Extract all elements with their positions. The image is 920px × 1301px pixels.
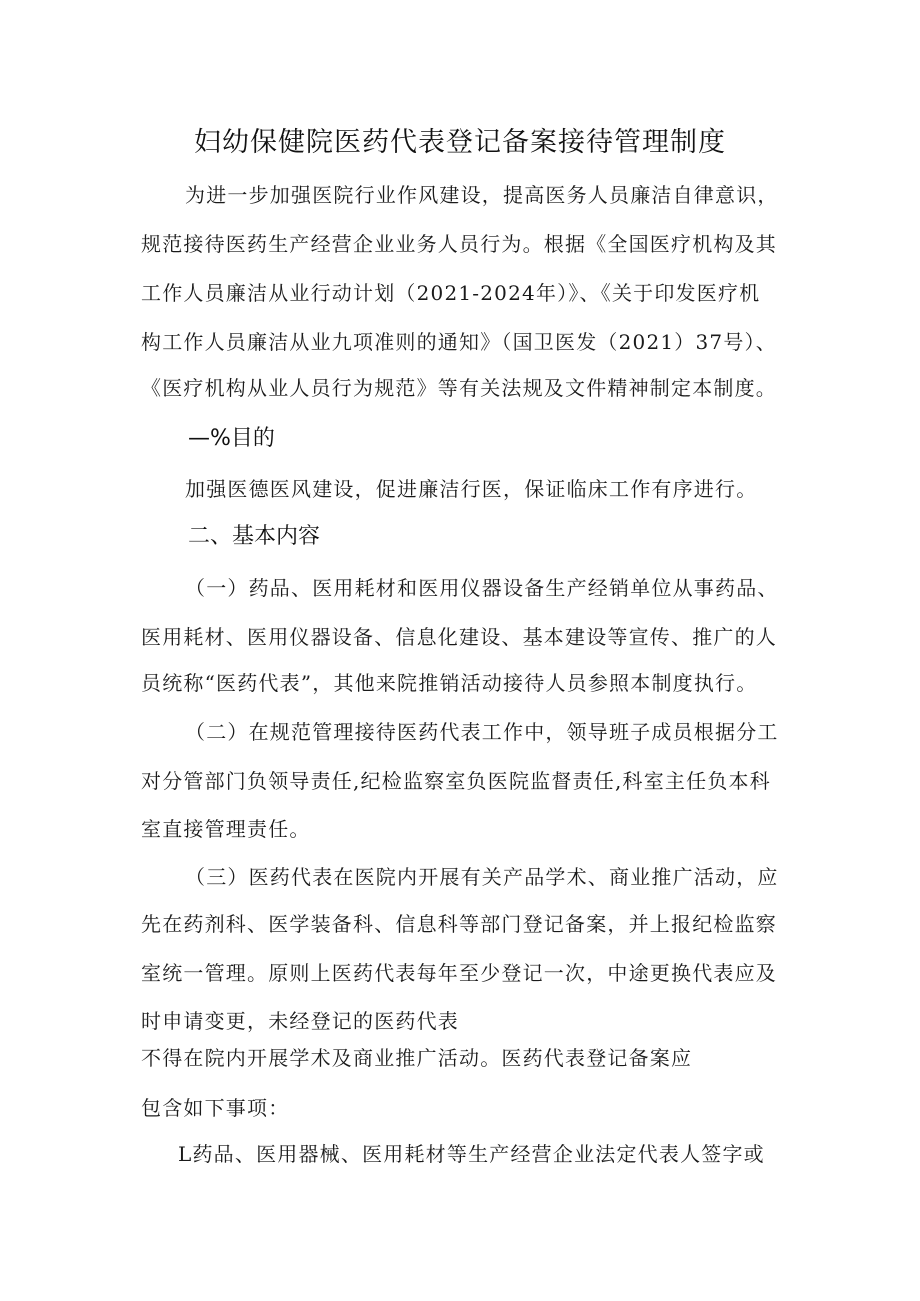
section-2-heading: 二、基本内容 bbox=[188, 524, 321, 549]
section-1-body: 加强医德医风建设，促进廉洁行医，保证临床工作有序进行。 bbox=[185, 477, 758, 501]
intro-line-5: 《医疗机构从业人员行为规范》等有关法规及文件精神制定本制度。 bbox=[141, 376, 777, 400]
item-1-line-2: 医用耗材、医用仪器设备、信息化建设、基本建设等宣传、推广的人 bbox=[141, 625, 777, 649]
intro-line-1: 为进一步加强医院行业作风建设，提高医务人员廉洁自律意识， bbox=[185, 183, 779, 207]
item-2-line-2: 对分管部门负领导责任,纪检监察室负医院监督责任,科室主任负本科 bbox=[141, 769, 771, 793]
item-3-line-5: 不得在院内开展学术及商业推广活动。医药代表登记备案应 bbox=[141, 1046, 693, 1070]
intro-line-3: 工作人员廉洁从业行动计划（2021-2024年）》、《关于印发医疗机 bbox=[141, 281, 761, 305]
item-3-line-4: 时申请变更，未经登记的医药代表 bbox=[141, 1009, 459, 1033]
item-2-line-3: 室直接管理责任。 bbox=[141, 817, 311, 841]
item-3-line-6: 包含如下事项： bbox=[141, 1096, 290, 1120]
item-3-line-3: 室统一管理。原则上医药代表每年至少登记一次，中途更换代表应及 bbox=[141, 961, 777, 985]
item-2-line-1: （二）在规范管理接待医药代表工作中，领导班子成员根据分工 bbox=[185, 720, 779, 744]
item-1-line-3: 员统称“医药代表”，其他来院推销活动接待人员参照本制度执行。 bbox=[141, 671, 758, 695]
intro-line-4: 构工作人员廉洁从业九项准则的通知》（国卫医发（2021）37号）、 bbox=[141, 330, 777, 354]
intro-line-2: 规范接待医药生产经营企业业务人员行为。根据《全国医疗机构及其 bbox=[141, 232, 777, 256]
section-1-heading: —%目的 bbox=[188, 426, 275, 451]
document-title: 妇幼保健院医药代表登记备案接待管理制度 bbox=[194, 127, 726, 158]
subitem-1-line-1: L药品、医用器械、医用耗材等生产经营企业法定代表人签字或 bbox=[178, 1142, 765, 1166]
item-3-line-2: 先在药剂科、医学装备科、信息科等部门登记备案，并上报纪检监察 bbox=[141, 912, 777, 936]
item-1-line-1: （一）药品、医用耗材和医用仪器设备生产经销单位从事药品、 bbox=[185, 576, 779, 600]
item-3-line-1: （三）医药代表在医院内开展有关产品学术、商业推广活动，应 bbox=[185, 865, 779, 889]
